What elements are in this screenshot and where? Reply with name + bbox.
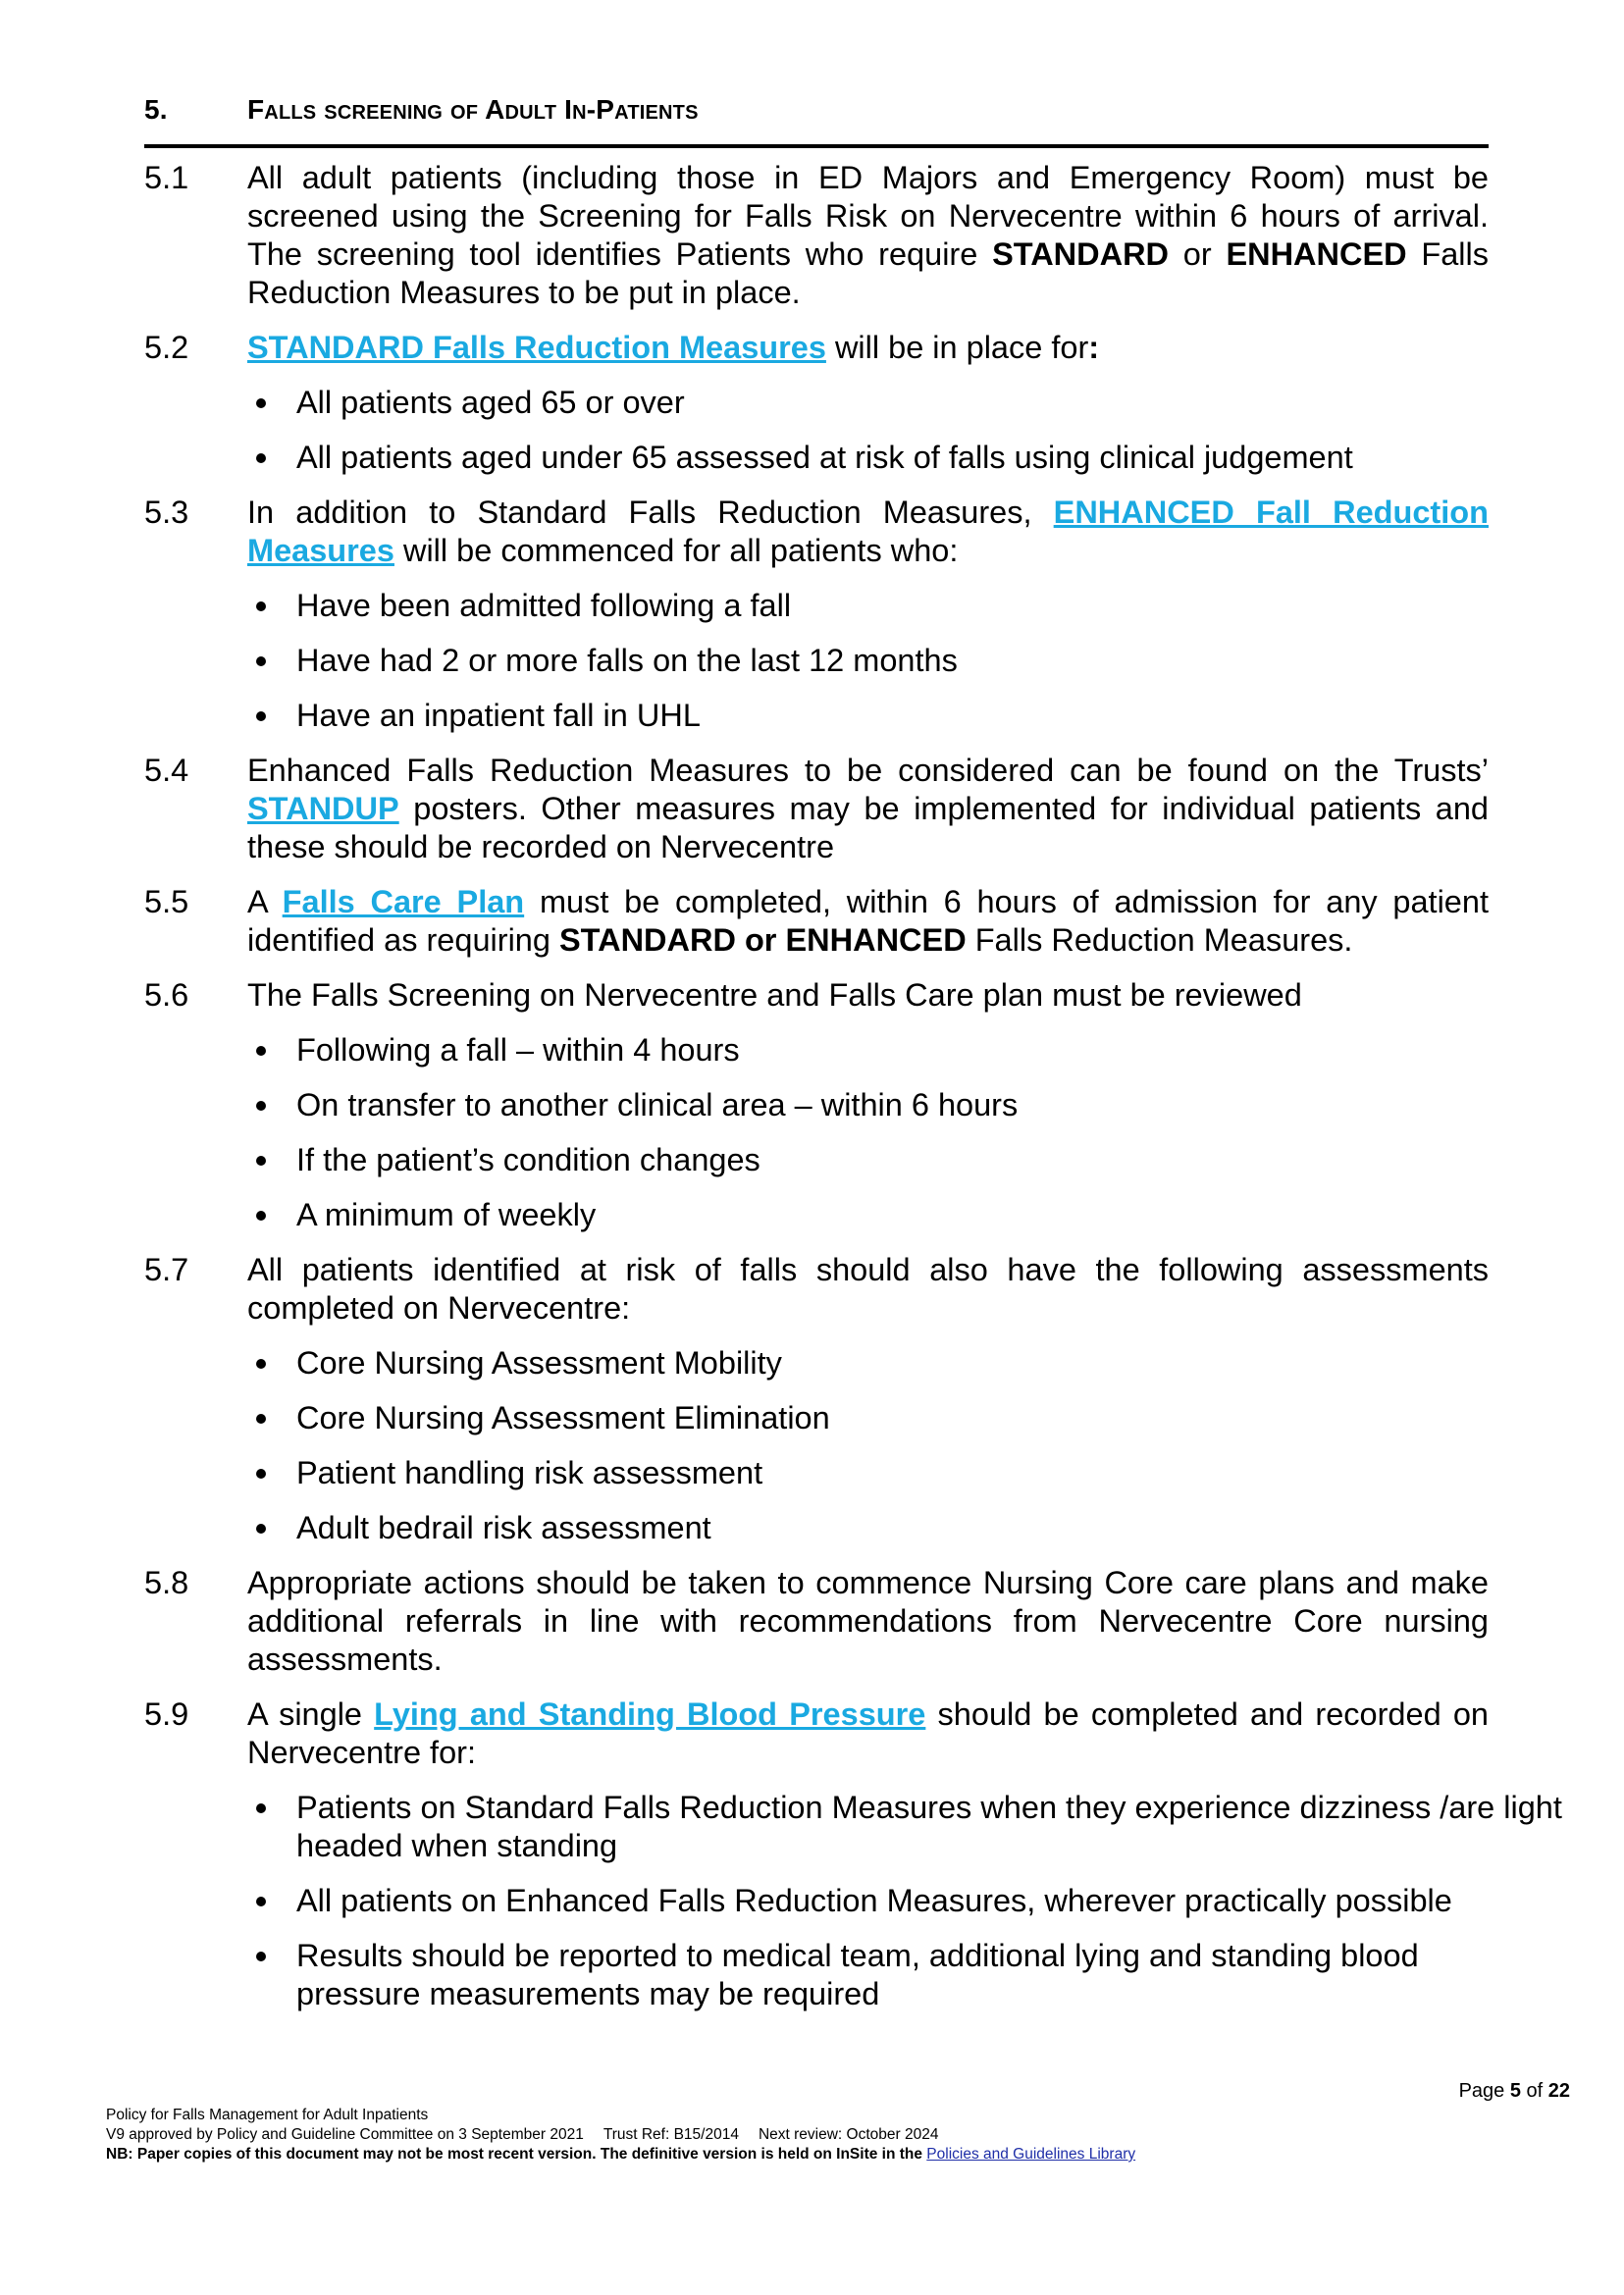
bullet-icon [247, 1882, 296, 1920]
footer-notice: NB: Paper copies of this document may not be most recent version. The definitive version is held on InSite in the Policies and Guidelines Library [106, 2146, 1136, 2163]
list-item: If the patient’s condition changes [247, 1141, 1489, 1179]
paragraph: In addition to Standard Falls Reduction Measures, ENHANCED Fall Reduction Measures will be commenced for all patients who: [247, 495, 1489, 568]
bullet-list [247, 384, 1489, 477]
list-item: Results should be reported to medical team, additional lying and standing blood pressure measurements may be required [247, 1937, 1489, 2013]
section-5-1 [144, 159, 1489, 312]
paragraph: The Falls Screening on Nervecentre and Falls Care plan must be reviewed [247, 977, 1302, 1013]
bullet-icon [247, 1344, 296, 1382]
list-item: Following a fall – within 4 hours [247, 1031, 1489, 1069]
paragraph: Enhanced Falls Reduction Measures to be considered can be found on the Trusts’ STANDUP posters. Other measures may be implemented for individual patients and these should be recorded on Nervecentre [247, 753, 1489, 864]
section-number: 5.7 [144, 1252, 189, 1287]
section-5-9 [144, 1695, 1562, 2013]
bullet-icon [247, 1454, 296, 1492]
bullet-list [247, 1344, 1489, 1547]
section-number: 5.2 [144, 330, 189, 365]
blood-pressure-link[interactable]: Lying and Standing Blood Pressure [374, 1696, 926, 1732]
bullet-icon [247, 1937, 296, 2013]
list-item: All patients aged under 65 assessed at risk of falls using clinical judgement [247, 439, 1489, 477]
section-5-4 [144, 752, 1489, 866]
bullet-list [247, 1789, 1562, 2013]
falls-care-plan-link[interactable]: Falls Care Plan [282, 884, 525, 919]
paragraph: All adult patients (including those in ED Majors and Emergency Room) must be screened using the Screening for Falls Risk on Nervecentre within 6 hours of arrival. The screening tool identifies Patients who require STANDARD or ENHANCED Falls Reduction Measures to be put in place. [247, 160, 1489, 310]
list-item: Have been admitted following a fall [247, 587, 1489, 625]
section-5-8 [144, 1564, 1489, 1679]
section-number: 5.1 [144, 160, 189, 195]
list-item: Patient handling risk assessment [247, 1454, 1489, 1492]
section-number: 5.8 [144, 1565, 189, 1600]
section-5-2 [144, 329, 1489, 477]
section-5-6 [144, 976, 1489, 1234]
paragraph: A Falls Care Plan must be completed, within 6 hours of admission for any patient identified as requiring STANDARD or ENHANCED Falls Reduction Measures. [247, 884, 1489, 958]
list-item: A minimum of weekly [247, 1196, 1489, 1234]
list-item: Core Nursing Assessment Mobility [247, 1344, 1489, 1382]
bullet-icon [247, 642, 296, 680]
list-item: Have had 2 or more falls on the last 12 months [247, 642, 1489, 680]
section-number: 5.3 [144, 495, 189, 530]
policies-library-link[interactable]: Policies and Guidelines Library [926, 2146, 1136, 2163]
section-number: 5.4 [144, 753, 189, 788]
section-heading [144, 94, 1489, 126]
section-5-5 [144, 883, 1489, 960]
section-number: 5. [144, 94, 168, 125]
bullet-icon [247, 697, 296, 735]
footer-approval: V9 approved by Policy and Guideline Committee on 3 September 2021 Trust Ref: B15/2014 Next review: October 2024 [106, 2126, 939, 2143]
bullet-icon [247, 1196, 296, 1234]
bullet-icon [247, 587, 296, 625]
list-item: All patients on Enhanced Falls Reduction Measures, wherever practically possible [247, 1882, 1489, 1920]
document-body [144, 157, 1562, 2013]
bullet-icon [247, 1789, 296, 1865]
paragraph: Appropriate actions should be taken to commence Nursing Core care plans and make additional referrals in line with recommendations from Nervecentre Core nursing assessments. [247, 1565, 1489, 1677]
bullet-icon [247, 1031, 296, 1069]
bullet-icon [247, 1509, 296, 1547]
list-item: Have an inpatient fall in UHL [247, 697, 1489, 735]
list-item: Core Nursing Assessment Elimination [247, 1399, 1489, 1437]
bullet-list [247, 587, 1489, 735]
standup-link[interactable]: STANDUP [247, 791, 399, 826]
list-item: Adult bedrail risk assessment [247, 1509, 1489, 1547]
heading-rule [144, 144, 1489, 148]
paragraph: STANDARD Falls Reduction Measures will be in place for: [247, 330, 1100, 365]
paragraph: All patients identified at risk of falls should also have the following assessments completed on Nervecentre: [247, 1252, 1489, 1326]
bullet-icon [247, 1141, 296, 1179]
section-number: 5.5 [144, 884, 189, 919]
section-5-7 [144, 1251, 1489, 1547]
section-number: 5.6 [144, 977, 189, 1013]
enhanced-measures-link[interactable]: ENHANCED Fall Reduction Measures [247, 495, 1489, 568]
list-item: All patients aged 65 or over [247, 384, 1489, 422]
section-5-3 [144, 494, 1489, 735]
list-item: On transfer to another clinical area – within 6 hours [247, 1086, 1489, 1124]
list-item: Patients on Standard Falls Reduction Measures when they experience dizziness /are light headed when standing [247, 1789, 1489, 1865]
bullet-icon [247, 1086, 296, 1124]
bullet-icon [247, 439, 296, 477]
footer-title: Policy for Falls Management for Adult Inpatients [106, 2107, 429, 2123]
section-number: 5.9 [144, 1696, 189, 1732]
bullet-list [247, 1031, 1489, 1234]
standard-measures-link[interactable]: STANDARD Falls Reduction Measures [247, 330, 826, 365]
bullet-icon [247, 384, 296, 422]
section-title: Falls screening of Adult In-Patients [247, 94, 699, 125]
page-number: Page 5 of 22 [1458, 2080, 1570, 2102]
paragraph: A single Lying and Standing Blood Pressure should be completed and recorded on Nervecentre for: [247, 1696, 1489, 1770]
bullet-icon [247, 1399, 296, 1437]
document-footer [106, 2106, 1135, 2165]
